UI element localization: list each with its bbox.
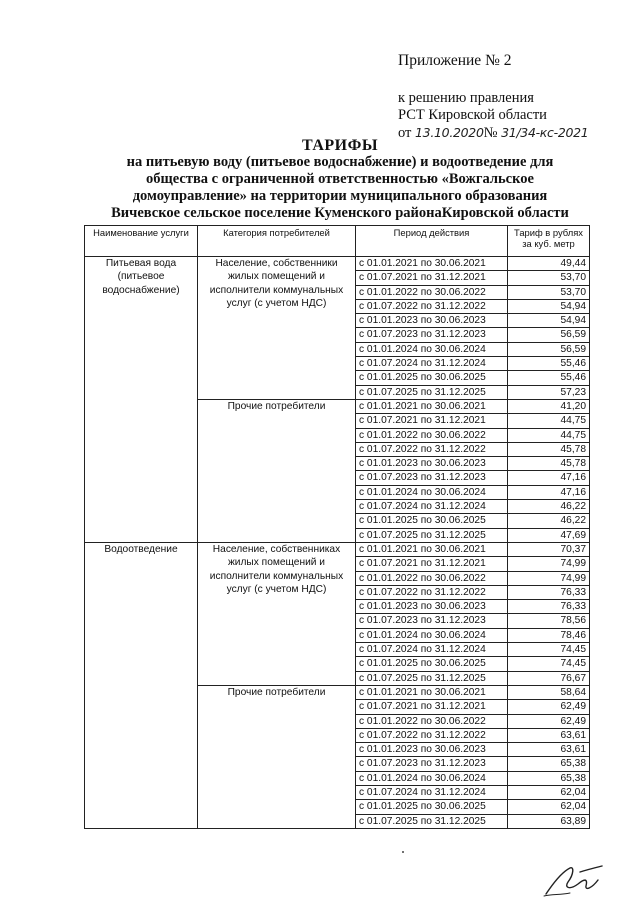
tariff-table [84,225,590,829]
period-cell: с 01.01.2025 по 30.06.2025 [356,514,508,528]
period-cell: с 01.01.2021 по 30.06.2021 [356,542,508,556]
title-line-2: общества с ограниченной ответственностью «Вожгальское [146,171,534,187]
document-title [90,137,590,222]
period-cell: с 01.07.2025 по 31.12.2025 [356,814,508,828]
tariff-value: 74,99 [508,557,590,571]
period-cell: с 01.07.2023 по 31.12.2023 [356,328,508,342]
period-cell: с 01.07.2023 по 31.12.2023 [356,471,508,485]
period-cell: с 01.07.2025 по 31.12.2025 [356,671,508,685]
tariff-value: 54,94 [508,314,590,328]
title-main: ТАРИФЫ [301,137,379,154]
appendix-label: Приложение № 2 [398,52,512,69]
tariff-value: 76,33 [508,600,590,614]
tariff-value: 56,59 [508,342,590,356]
table-row [85,542,590,556]
title-line-3: домоуправление» на территории муниципального образования [132,188,548,204]
title-line-4: Вичевское сельское поселение Куменского районаКировской области [111,205,569,221]
header-tariff: Тариф в рублях за куб. метр [508,226,590,257]
period-cell: с 01.07.2021 по 31.12.2021 [356,271,508,285]
tariff-value: 58,64 [508,685,590,699]
period-cell: с 01.01.2023 по 30.06.2023 [356,457,508,471]
period-cell: с 01.01.2022 по 30.06.2022 [356,428,508,442]
period-cell: с 01.01.2022 по 30.06.2022 [356,714,508,728]
tariff-value: 65,38 [508,771,590,785]
period-cell: с 01.01.2023 по 30.06.2023 [356,743,508,757]
tariff-value: 63,61 [508,728,590,742]
decision-reference [398,90,588,142]
tariff-value: 46,22 [508,514,590,528]
tariff-value: 78,46 [508,628,590,642]
period-cell: с 01.01.2021 по 30.06.2021 [356,685,508,699]
header-service: Наименование услуги [85,226,198,257]
period-cell: с 01.07.2024 по 31.12.2024 [356,357,508,371]
period-cell: с 01.01.2024 по 30.06.2024 [356,628,508,642]
period-cell: с 01.07.2024 по 31.12.2024 [356,643,508,657]
consumer-category: Население, собственниках жилых помещений и исполнители коммунальных услуг (с учетом НДС) [198,542,356,685]
period-cell: с 01.01.2025 по 30.06.2025 [356,800,508,814]
decision-line-1: к решению правления [398,90,534,106]
tariff-value: 47,69 [508,528,590,542]
period-cell: с 01.01.2024 по 30.06.2024 [356,771,508,785]
decision-number-sign: № [483,125,498,141]
signature-icon [540,858,608,900]
tariff-value: 44,75 [508,414,590,428]
period-cell: с 01.07.2024 по 31.12.2024 [356,500,508,514]
period-cell: с 01.01.2022 по 30.06.2022 [356,571,508,585]
tariff-value: 57,23 [508,385,590,399]
tariff-value: 53,70 [508,271,590,285]
header-period: Период действия [356,226,508,257]
tariff-value: 45,78 [508,442,590,456]
tariff-value: 47,16 [508,471,590,485]
tariff-value: 44,75 [508,428,590,442]
tariff-value: 41,20 [508,399,590,413]
period-cell: с 01.07.2021 по 31.12.2021 [356,700,508,714]
table-row [85,257,590,271]
tariff-value: 46,22 [508,500,590,514]
tariff-value: 65,38 [508,757,590,771]
period-cell: с 01.07.2022 по 31.12.2022 [356,442,508,456]
tariff-value: 56,59 [508,328,590,342]
tariff-value: 63,61 [508,743,590,757]
period-cell: с 01.01.2023 по 30.06.2023 [356,314,508,328]
tariff-value: 70,37 [508,542,590,556]
tariff-value: 62,49 [508,714,590,728]
table-header-row [85,226,590,257]
decision-line-2: РСТ Кировской области [398,107,547,123]
tariff-value: 54,94 [508,299,590,313]
period-cell: с 01.07.2022 по 31.12.2022 [356,299,508,313]
consumer-category: Прочие потребители [198,685,356,828]
period-cell: с 01.01.2025 по 30.06.2025 [356,657,508,671]
period-cell: с 01.07.2021 по 31.12.2021 [356,414,508,428]
period-cell: с 01.07.2025 по 31.12.2025 [356,528,508,542]
period-cell: с 01.07.2022 по 31.12.2022 [356,728,508,742]
period-cell: с 01.07.2023 по 31.12.2023 [356,757,508,771]
tariff-value: 74,99 [508,571,590,585]
period-cell: с 01.01.2021 по 30.06.2021 [356,399,508,413]
tariff-value: 76,67 [508,671,590,685]
consumer-category: Прочие потребители [198,399,356,542]
tariff-value: 45,78 [508,457,590,471]
period-cell: с 01.01.2025 по 30.06.2025 [356,371,508,385]
decision-prefix: от [398,125,412,141]
tariff-value: 78,56 [508,614,590,628]
tariff-value: 55,46 [508,371,590,385]
period-cell: с 01.01.2022 по 30.06.2022 [356,285,508,299]
tariff-value: 63,89 [508,814,590,828]
period-cell: с 01.07.2023 по 31.12.2023 [356,614,508,628]
tariff-value: 49,44 [508,257,590,271]
period-cell: с 01.01.2021 по 30.06.2021 [356,257,508,271]
decision-number: 31/34-кс-2021 [501,125,589,140]
tariff-value: 62,04 [508,800,590,814]
period-cell: с 01.07.2025 по 31.12.2025 [356,385,508,399]
stray-dot [402,851,404,853]
period-cell: с 01.07.2021 по 31.12.2021 [356,557,508,571]
period-cell: с 01.01.2024 по 30.06.2024 [356,342,508,356]
decision-date: 13.10.2020 [415,125,484,140]
tariff-value: 74,45 [508,643,590,657]
period-cell: с 01.07.2024 по 31.12.2024 [356,785,508,799]
tariff-value: 55,46 [508,357,590,371]
tariff-table-body [85,257,590,829]
title-line-1: на питьевую воду (питьевое водоснабжение) и водоотведение для [126,154,554,170]
header-category: Категория потребителей [198,226,356,257]
service-name: Питьевая вода (питьевое водоснабжение) [85,257,198,543]
consumer-category: Население, собственники жилых помещений и исполнители коммунальных услуг (с учетом НДС) [198,257,356,400]
tariff-value: 74,45 [508,657,590,671]
tariff-value: 62,49 [508,700,590,714]
tariff-value: 53,70 [508,285,590,299]
tariff-value: 76,33 [508,585,590,599]
tariff-value: 62,04 [508,785,590,799]
period-cell: с 01.07.2022 по 31.12.2022 [356,585,508,599]
period-cell: с 01.01.2024 по 30.06.2024 [356,485,508,499]
tariff-value: 47,16 [508,485,590,499]
period-cell: с 01.01.2023 по 30.06.2023 [356,600,508,614]
service-name: Водоотведение [85,542,198,828]
